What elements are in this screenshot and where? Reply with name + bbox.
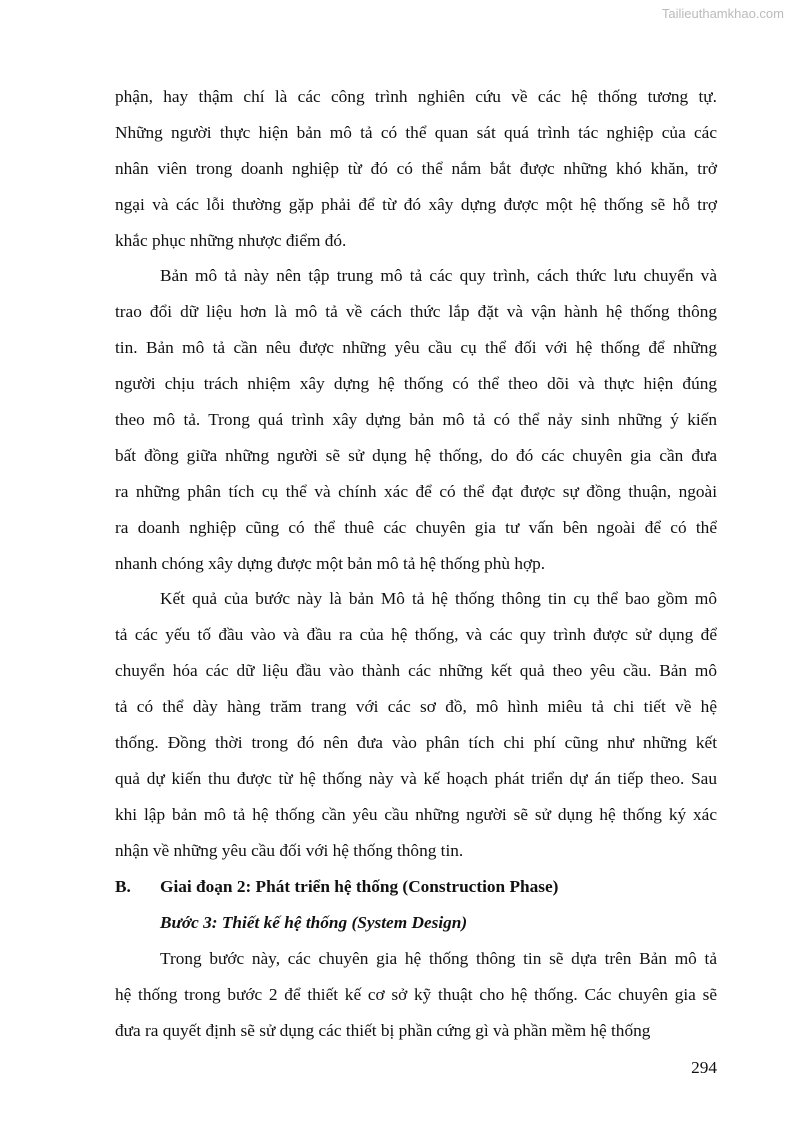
paragraph-line: người chịu trách nhiệm xây dựng hệ thống có thể theo dõi và thực hiện đúng xyxy=(115,374,717,393)
paragraph-line: đưa ra quyết định sẽ sử dụng các thiết bị phần cứng gì và phần mềm hệ thống xyxy=(115,1021,651,1040)
paragraph-line: quả dự kiến thu được từ hệ thống này và kế hoạch phát triển dự án tiếp theo. Sau xyxy=(115,769,717,788)
paragraph-line: nhận về những yêu cầu đối với hệ thống thông tin. xyxy=(115,841,464,860)
paragraph-line: theo mô tả. Trong quá trình xây dựng bản mô tả có thể nảy sinh những ý kiến xyxy=(115,410,717,429)
paragraph-line: tin. Bản mô tả cần nêu được những yêu cầu cụ thể đối với hệ thống để những xyxy=(115,338,717,357)
paragraph-line: Bản mô tả này nên tập trung mô tả các quy trình, cách thức lưu chuyển và xyxy=(160,266,717,285)
paragraph-line: khắc phục những nhược điểm đó. xyxy=(115,231,347,250)
paragraph-line: Trong bước này, các chuyên gia hệ thống thông tin sẽ dựa trên Bản mô tả xyxy=(160,949,717,968)
section-label: B. xyxy=(115,877,131,896)
paragraph-line: khi lập bản mô tả hệ thống cần yêu cầu những người sẽ sử dụng hệ thống ký xác xyxy=(115,805,717,824)
paragraph-line: tả có thể dày hàng trăm trang với các sơ đồ, mô hình miêu tả chi tiết về hệ xyxy=(115,697,717,716)
paragraph-line: ngại và các lỗi thường gặp phải để từ đó xây dựng được một hệ thống sẽ hỗ trợ xyxy=(115,195,717,214)
paragraph-line: nhanh chóng xây dựng được một bản mô tả hệ thống phù hợp. xyxy=(115,554,546,573)
paragraph-line: nhân viên trong doanh nghiệp từ đó có thể nắm bắt được những khó khăn, trở xyxy=(115,159,717,178)
paragraph-line: ra doanh nghiệp cũng có thể thuê các chuyên gia tư vấn bên ngoài để có thể xyxy=(115,518,717,537)
paragraph-line: trao đổi dữ liệu hơn là mô tả về cách thức lắp đặt và vận hành hệ thống thông xyxy=(115,302,717,321)
paragraph-line: Những người thực hiện bản mô tả có thể quan sát quá trình tác nghiệp của các xyxy=(115,123,717,142)
section-heading: Giai đoạn 2: Phát triển hệ thống (Construction Phase) xyxy=(160,877,559,896)
page-number: 294 xyxy=(691,1058,717,1077)
paragraph-line: chuyển hóa các dữ liệu đầu vào thành các những kết quả theo yêu cầu. Bản mô xyxy=(115,661,717,680)
paragraph-line: phận, hay thậm chí là các công trình nghiên cứu về các hệ thống tương tự. xyxy=(115,87,717,106)
watermark: Tailieuthamkhao.com xyxy=(661,6,784,21)
paragraph-line: bất đồng giữa những người sẽ sử dụng hệ thống, do đó các chuyên gia cần đưa xyxy=(115,446,717,465)
paragraph-line: Kết quả của bước này là bản Mô tả hệ thống thông tin cụ thể bao gồm mô xyxy=(160,589,717,608)
paragraph-line: hệ thống trong bước 2 để thiết kế cơ sở kỹ thuật cho hệ thống. Các chuyên gia sẽ xyxy=(115,985,717,1004)
paragraph-line: tả các yếu tố đầu vào và đầu ra của hệ thống, và các quy trình được sử dụng để xyxy=(115,625,717,644)
step-heading: Bước 3: Thiết kế hệ thống (System Design) xyxy=(160,913,468,932)
paragraph-line: thống. Đồng thời trong đó nên đưa vào phân tích chi phí cũng như những kết xyxy=(115,733,717,752)
paragraph-line: ra những phân tích cụ thể và chính xác để có thể đạt được sự đồng thuận, ngoài xyxy=(115,482,717,501)
